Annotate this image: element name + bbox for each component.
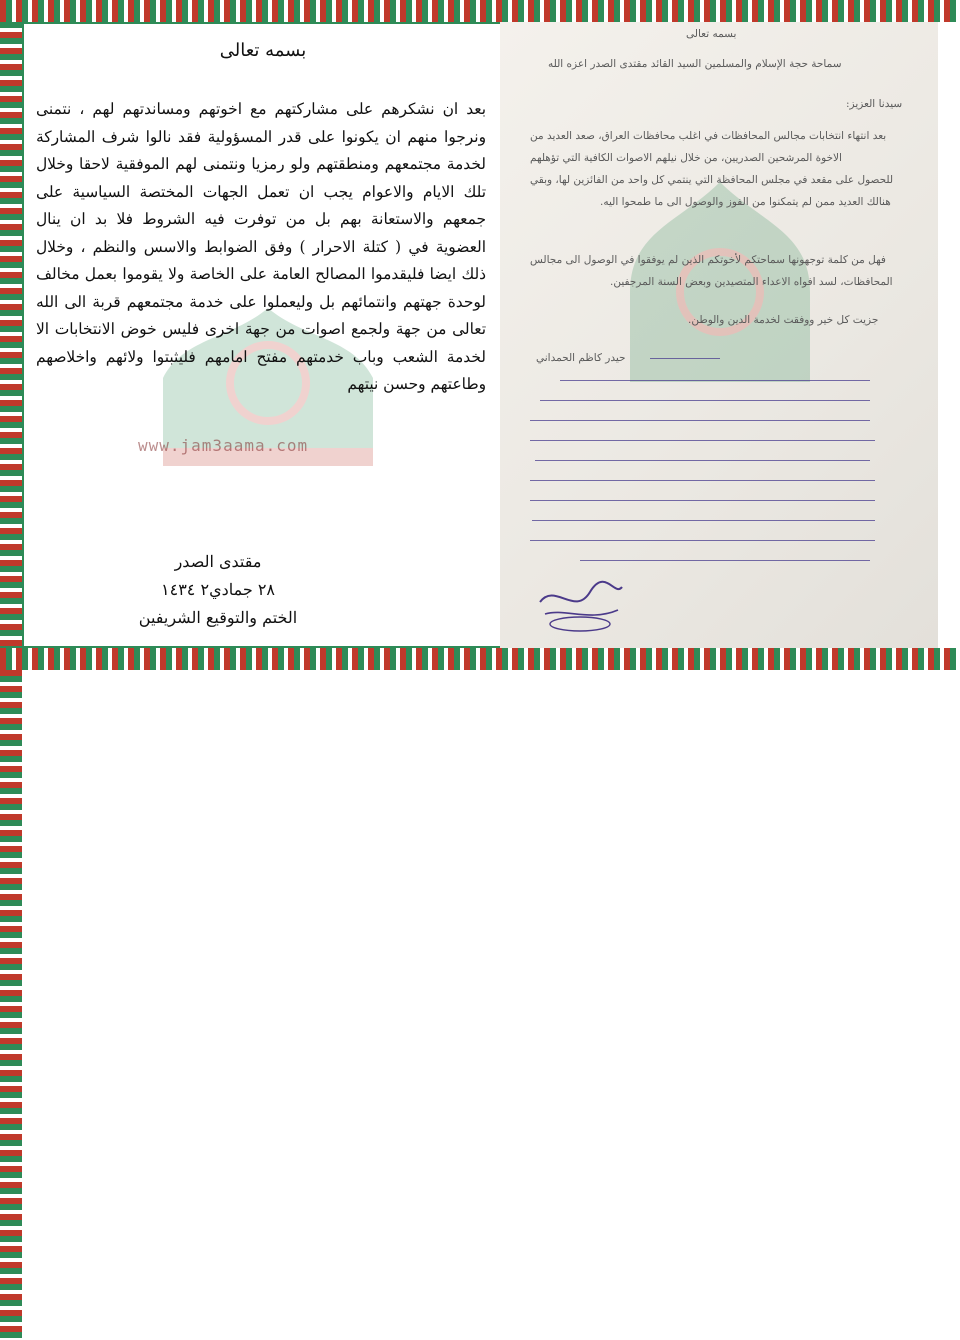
signature-seal: الختم والتوقيع الشريفين	[138, 608, 298, 627]
scan-salutation: سيدنا العزيز:	[846, 98, 903, 110]
signature-date: ٢٨ جمادي٢ ١٤٣٤	[161, 580, 275, 599]
decorative-border-top	[0, 0, 960, 22]
scan-addressee: سماحة حجة الإسلام والمسلمين السيد القائد مقتدى الصدر اعزه الله	[548, 58, 842, 70]
handwritten-signature-icon	[530, 562, 630, 632]
scan-para1-line3: للحصول على مقعد في مجلس المحافظة التي ينتمي كل واحد من الفائزين لها، وبقي	[530, 174, 894, 186]
typed-letter-panel	[28, 28, 498, 642]
scan-para1-line1: بعد انتهاء انتخابات مجالس المحافظات في اغلب محافظات العراق، صعد العديد من	[530, 130, 887, 142]
scan-para2-line2: المحافظات، لسد افواه الاعداء المتصيدين وبعض السنة المرجفين.	[610, 276, 893, 288]
scan-para2-line1: فهل من كلمة توجهونها سماحتكم لأخوتكم الذين لم يوفقوا في الوصول الى مجالس	[530, 254, 886, 266]
decorative-border-left	[0, 0, 22, 670]
scan-para1-line4: هنالك العديد ممن لم يتمكنوا من الفوز والوصول الى ما طمحوا اليه.	[600, 196, 891, 208]
watermark-site: www.jam3aama.com	[138, 436, 309, 455]
signature-block	[108, 548, 328, 632]
scanned-letter-panel	[500, 22, 938, 648]
scan-closing: جزيت كل خير ووفقت لخدمة الدين والوطن.	[688, 314, 879, 326]
decorative-border-bottom	[0, 648, 960, 670]
scan-sender: حيدر كاظم الحمداني	[536, 352, 626, 364]
scan-title: بسمه تعالى	[686, 28, 737, 40]
scan-para1-line2: الاخوة المرشحين الصدريين، من خلال نيلهم الاصوات الكافية التي تؤهلهم	[530, 152, 842, 164]
decorative-border-right	[0, 670, 22, 1340]
signature-name: مقتدى الصدر	[174, 552, 262, 571]
letter-title: بسمه تعالى	[219, 40, 307, 61]
letter-body: بعد ان نشكرهم على مشاركتهم مع اخوتهم ومساندتهم لهم ، نتمنى ونرجوا منهم ان يكونوا على قدر المسؤولية فقد نالوا شرف المشاركة لخدمة مجتمعهم ومنطقتهم ولو رمزيا ونتمنى لهم الموفقية لاحقا وخلال تلك الايام والاعوام يجب ان تعمل الجهات المختصة السياسية على جمعهم والاستعانة بهم بل من توفرت فيه الشروط فلا بد ان ينال العضوية في ( كتلة الاحرار ) وفق الضوابط والاسس والنظم ، وخلال ذلك ايضا فليقدموا المصالح العامة على الخاصة ولا يقوموا بعمل مخالف لوحدة جهتهم وانتمائهم بل وليعملوا على خدمة مجتمعهم قربة الى الله تعالى من جهة ولجمع اصوات من جهة اخرى فليس خوض الانتخابات الا لخدمة الشعب وباب خدمتهم مفتح امامهم فليثبتوا ولائهم واخلاصهم وطاعتهم وحسن نيتهم	[36, 100, 486, 393]
